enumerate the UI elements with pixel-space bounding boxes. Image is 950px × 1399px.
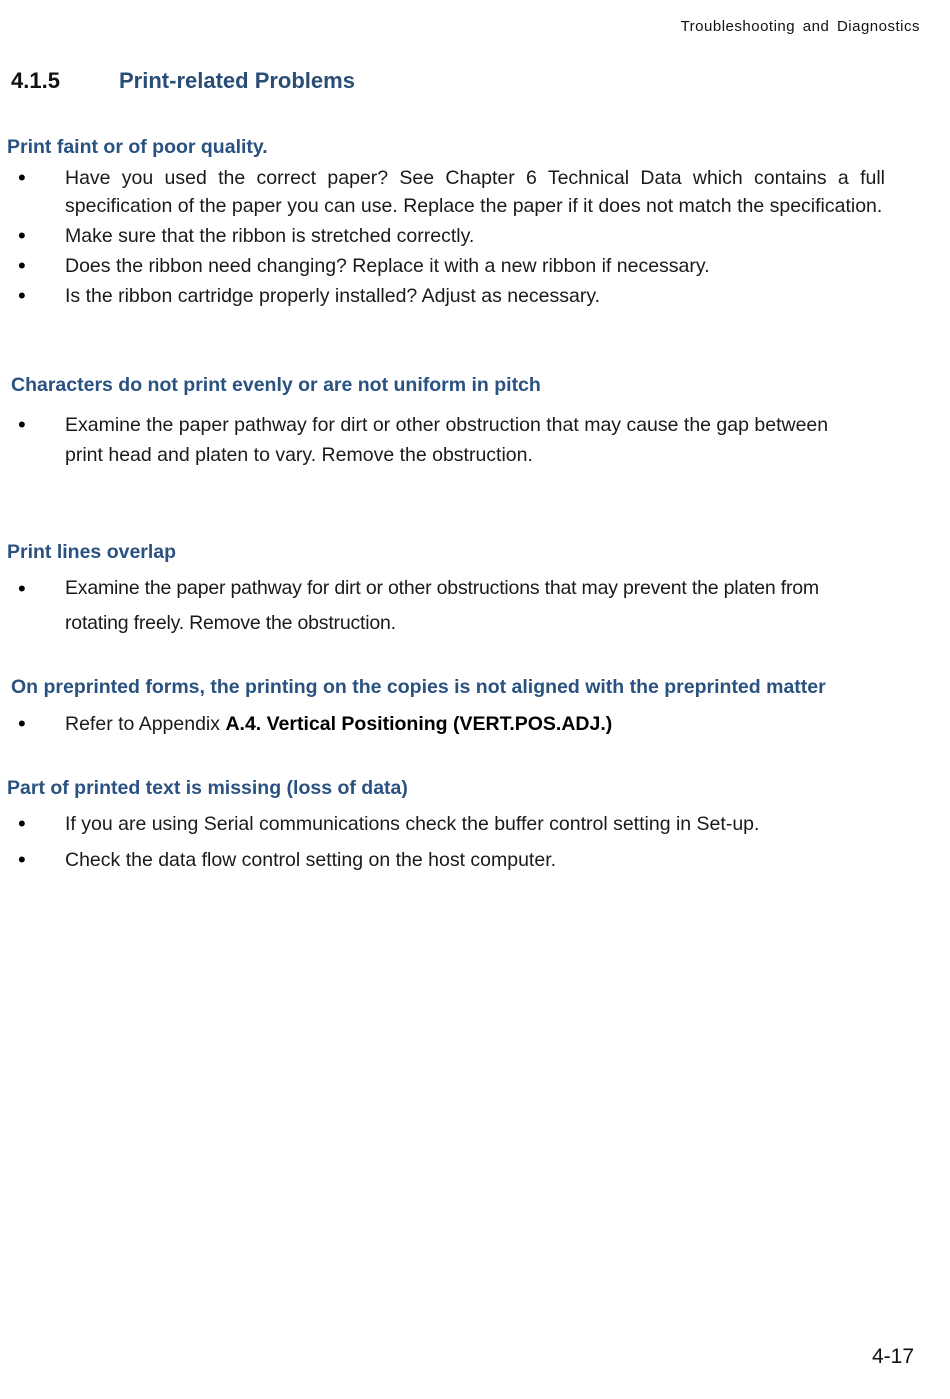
- section-number: 4.1.5: [11, 68, 60, 93]
- problem-heading-lines-overlap: Print lines overlap: [7, 541, 177, 563]
- problem-list-lines-overlap: [0, 571, 885, 641]
- problem-heading-uneven-characters: Characters do not print evenly or are not uniform in pitch: [11, 374, 541, 396]
- problem-list-uneven-characters: [0, 410, 830, 470]
- section-title: Print-related Problems: [119, 68, 355, 93]
- section-heading: [11, 68, 355, 94]
- problem-list-faint-print: [0, 164, 885, 310]
- reference-prefix: Refer to Appendix: [65, 713, 226, 735]
- problem-heading-faint-print: Print faint or of poor quality.: [7, 136, 268, 158]
- running-header: Troubleshooting and Diagnostics: [680, 18, 920, 35]
- list-item: • Examine the paper pathway for dirt or other obstructions that may prevent the platen from rotating freely. Remove the obstruction.: [0, 571, 885, 641]
- list-item: • Make sure that the ribbon is stretched correctly.: [0, 222, 885, 250]
- list-item: • Does the ribbon need changing? Replace it with a new ribbon if necessary.: [0, 252, 885, 280]
- page-number: 4-17: [871, 1345, 914, 1368]
- list-item: • Have you used the correct paper? See Chapter 6 Technical Data which contains a full specification of the paper you can use. Replace the paper if it does not match the specification.: [0, 164, 885, 220]
- list-item: • Is the ribbon cartridge properly installed? Adjust as necessary.: [0, 282, 885, 310]
- problem-heading-preprinted-forms: On preprinted forms, the printing on the copies is not aligned with the preprinted matter: [11, 676, 826, 698]
- problem-heading-missing-text: Part of printed text is missing (loss of data): [7, 777, 408, 799]
- appendix-reference: A.4. Vertical Positioning (VERT.POS.ADJ.): [225, 713, 613, 735]
- list-item: • If you are using Serial communications check the buffer control setting in Set-up.: [0, 810, 885, 838]
- list-item: • Check the data flow control setting on the host computer.: [0, 846, 885, 874]
- list-item: [0, 710, 885, 738]
- list-item: • Examine the paper pathway for dirt or other obstruction that may cause the gap between print head and platen to vary. Remove the obstruction.: [0, 410, 830, 470]
- problem-list-missing-text: [0, 810, 885, 874]
- problem-list-preprinted-forms: [0, 710, 885, 738]
